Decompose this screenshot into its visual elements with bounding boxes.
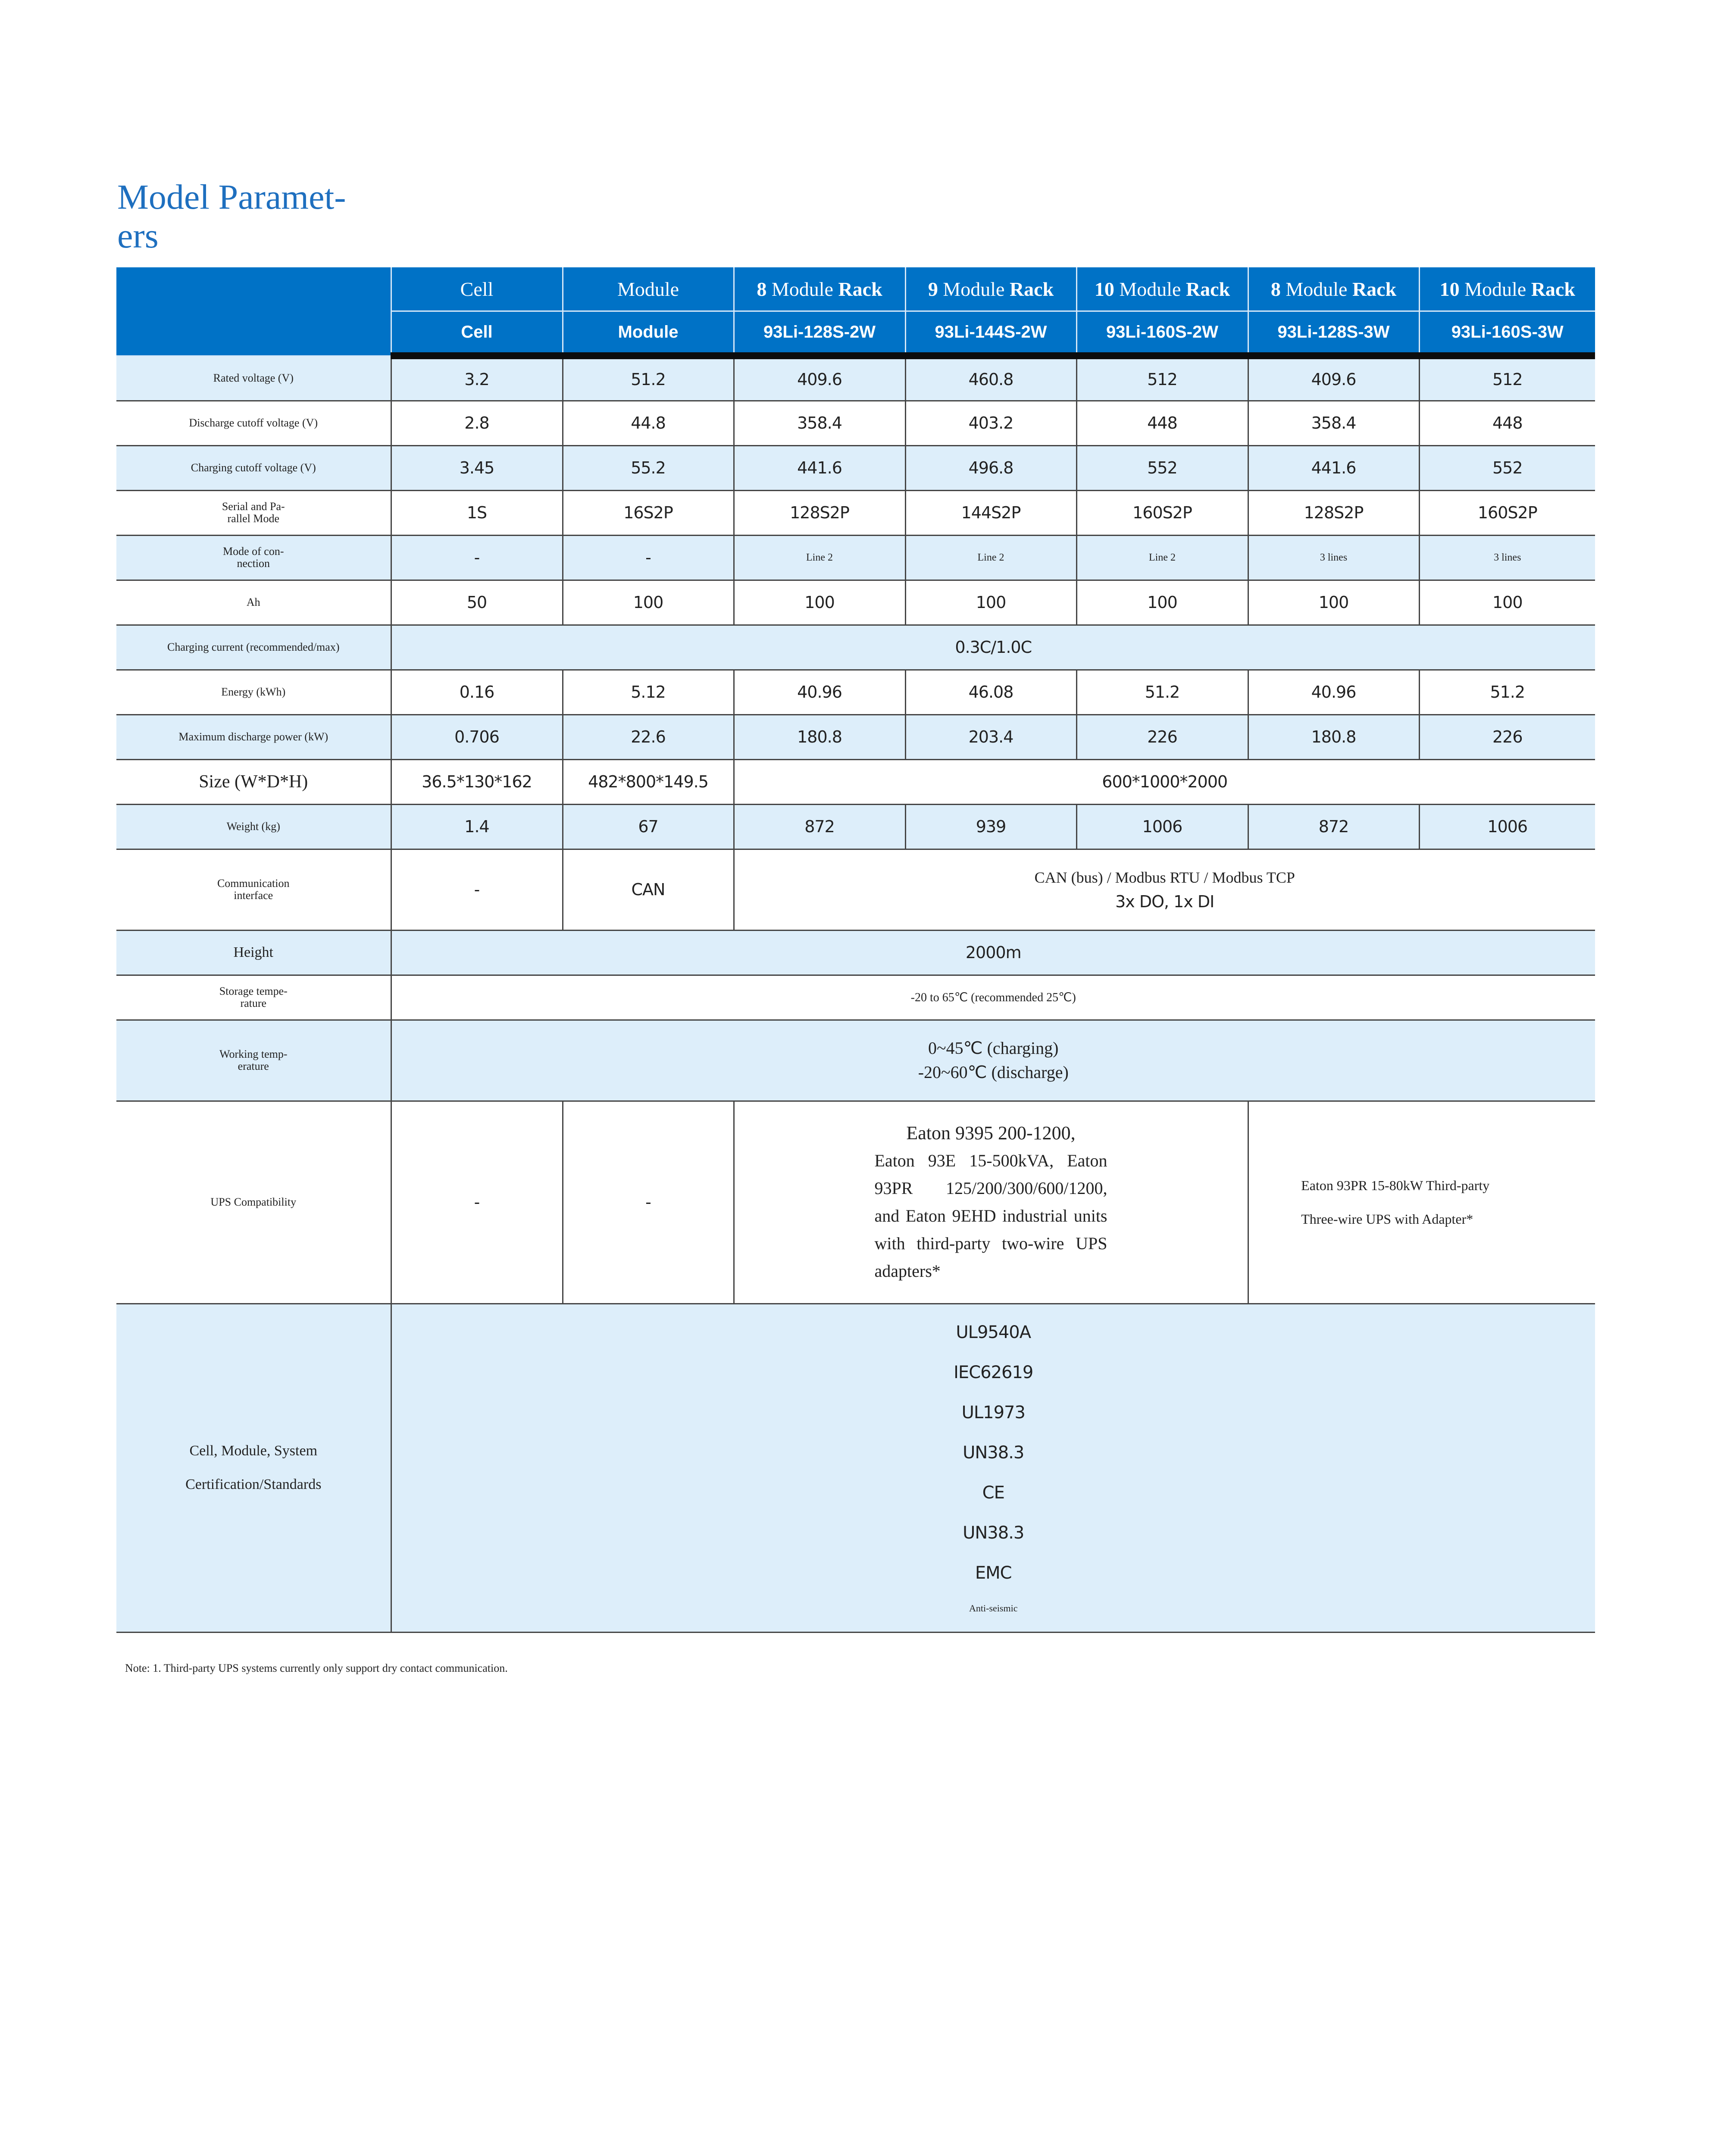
row-label-line: nection <box>237 557 270 570</box>
table-cell: 160S2P <box>1076 490 1248 535</box>
certification-list <box>391 1304 1595 1632</box>
row-label <box>116 975 391 1020</box>
table-cell: 0.16 <box>391 670 563 714</box>
table-cell: CAN <box>563 849 734 930</box>
header-module: Module <box>563 267 734 311</box>
table-cell: 50 <box>391 580 563 625</box>
working-temp-charging: 0~45℃ (charging) <box>928 1038 1059 1058</box>
ups-two-wire-first-line: Eaton 9395 200-1200, <box>906 1122 1076 1144</box>
row-working-temperature <box>116 1020 1595 1101</box>
certification-item: Anti-seismic <box>969 1602 1018 1614</box>
row-label: UPS Compatibility <box>116 1101 391 1304</box>
table-cell: 1.4 <box>391 804 563 849</box>
ups-three-wire-cell <box>1248 1101 1595 1304</box>
row-label <box>116 1020 391 1101</box>
model-parameters-table <box>116 267 1595 1633</box>
header-model: Cell <box>391 311 563 356</box>
table-cell: 403.2 <box>905 401 1076 445</box>
table-cell: 226 <box>1076 714 1248 759</box>
row-label-line: Cell, Module, System <box>189 1443 318 1459</box>
table-cell: 2000m <box>391 930 1595 975</box>
table-cell: 226 <box>1419 714 1595 759</box>
ups-three-wire-line: Eaton 93PR 15-80kW Third-party <box>1301 1178 1490 1193</box>
table-cell: 160S2P <box>1419 490 1595 535</box>
row-label-line: Mode of con- <box>222 545 284 558</box>
table-cell: 441.6 <box>1248 445 1419 490</box>
table-cell: 36.5*130*162 <box>391 759 563 804</box>
header-model: Module <box>563 311 734 356</box>
table-cell: 180.8 <box>1248 714 1419 759</box>
certification-item: EMC <box>975 1563 1012 1583</box>
certification-item: UL9540A <box>956 1322 1031 1342</box>
header-corner <box>116 267 391 356</box>
table-cell: 5.12 <box>563 670 734 714</box>
row-label: Charging cutoff voltage (V) <box>116 445 391 490</box>
table-cell: 100 <box>1419 580 1595 625</box>
table-cell: 16S2P <box>563 490 734 535</box>
footnote: Note: 1. Third-party UPS systems currently only support dry contact communication. <box>125 1662 508 1674</box>
certification-item: IEC62619 <box>954 1362 1033 1382</box>
row-charging-cutoff-voltage <box>116 445 1595 490</box>
header-model: 93Li-128S-3W <box>1248 311 1419 356</box>
row-discharge-cutoff-voltage <box>116 401 1595 445</box>
header-row-category <box>116 267 1595 311</box>
row-label: Discharge cutoff voltage (V) <box>116 401 391 445</box>
table-cell: Line 2 <box>734 535 905 580</box>
table-cell: 358.4 <box>1248 401 1419 445</box>
table-cell: 144S2P <box>905 490 1076 535</box>
table-cell: 482*800*149.5 <box>563 759 734 804</box>
table-cell: 44.8 <box>563 401 734 445</box>
ups-two-wire-rest: Eaton 93E 15-500kVA, Eaton 93PR 125/200/300/600/1200, and Eaton 9EHD industrial units with third-party two-wire UPS adapters* <box>874 1151 1107 1281</box>
row-charging-current <box>116 625 1595 670</box>
table-cell: Line 2 <box>905 535 1076 580</box>
header-10-module-rack-2w: 10 Module Rack <box>1076 267 1248 311</box>
row-label-line: rallel Mode <box>227 512 280 525</box>
row-label: Charging current (recommended/max) <box>116 625 391 670</box>
table-cell: 100 <box>1248 580 1419 625</box>
table-cell: 51.2 <box>1076 670 1248 714</box>
row-ah <box>116 580 1595 625</box>
table-cell: 100 <box>905 580 1076 625</box>
ups-two-wire-text <box>875 1119 1107 1285</box>
communication-io: 3x DO, 1x DI <box>1115 892 1214 911</box>
table-cell: 1S <box>391 490 563 535</box>
row-storage-temperature <box>116 975 1595 1020</box>
table-cell: 40.96 <box>734 670 905 714</box>
table-cell: 180.8 <box>734 714 905 759</box>
table-cell: - <box>391 1101 563 1304</box>
row-label: Height <box>116 930 391 975</box>
header-model: 93Li-128S-2W <box>734 311 905 356</box>
ups-two-wire-cell <box>734 1101 1248 1304</box>
table-cell: 3 lines <box>1419 535 1595 580</box>
table-cell: 460.8 <box>905 356 1076 401</box>
row-energy <box>116 670 1595 714</box>
table-cell: - <box>563 1101 734 1304</box>
table-cell: 552 <box>1419 445 1595 490</box>
ups-three-wire-text <box>1301 1169 1542 1236</box>
row-connection-mode <box>116 535 1595 580</box>
table-cell: 872 <box>734 804 905 849</box>
row-label: Maximum discharge power (kW) <box>116 714 391 759</box>
table-cell: 409.6 <box>734 356 905 401</box>
row-label-line: Communication <box>217 877 290 890</box>
row-max-discharge-power <box>116 714 1595 759</box>
table-cell: - <box>391 535 563 580</box>
row-label <box>116 490 391 535</box>
header-model: 93Li-160S-2W <box>1076 311 1248 356</box>
table-cell: 441.6 <box>734 445 905 490</box>
table-cell: 512 <box>1419 356 1595 401</box>
row-rated-voltage <box>116 356 1595 401</box>
table-cell: 358.4 <box>734 401 905 445</box>
table-cell: 0.3C/1.0C <box>391 625 1595 670</box>
table-cell: 3.2 <box>391 356 563 401</box>
table-cell: 100 <box>563 580 734 625</box>
row-weight <box>116 804 1595 849</box>
table-cell: 51.2 <box>563 356 734 401</box>
table-cell: 600*1000*2000 <box>734 759 1595 804</box>
row-label-line: interface <box>234 889 273 902</box>
working-temp-discharge: -20~60℃ (discharge) <box>918 1062 1069 1082</box>
header-model: 93Li-160S-3W <box>1419 311 1595 356</box>
certification-item: UN38.3 <box>963 1523 1024 1543</box>
row-label <box>116 849 391 930</box>
row-label-line: Storage tempe- <box>219 985 288 997</box>
row-label-line: Certification/Standards <box>185 1476 322 1492</box>
row-certification <box>116 1304 1595 1632</box>
certification-item: CE <box>982 1482 1004 1503</box>
table-cell: 100 <box>1076 580 1248 625</box>
table-cell: 1006 <box>1076 804 1248 849</box>
table-cell: 55.2 <box>563 445 734 490</box>
table-cell <box>391 1020 1595 1101</box>
table-cell: 1006 <box>1419 804 1595 849</box>
table-cell: 46.08 <box>905 670 1076 714</box>
table-cell: 448 <box>1076 401 1248 445</box>
ups-three-wire-line: Three-wire UPS with Adapter* <box>1301 1211 1473 1227</box>
row-label: Ah <box>116 580 391 625</box>
row-label-line: Serial and Pa- <box>222 500 285 513</box>
table-cell: 3 lines <box>1248 535 1419 580</box>
table-cell: - <box>391 849 563 930</box>
table-cell: 409.6 <box>1248 356 1419 401</box>
header-9-module-rack-2w: 9 Module Rack <box>905 267 1076 311</box>
table-cell: 100 <box>734 580 905 625</box>
table-cell: 2.8 <box>391 401 563 445</box>
table-cell: 128S2P <box>734 490 905 535</box>
table-cell: 552 <box>1076 445 1248 490</box>
certification-item: UN38.3 <box>963 1442 1024 1463</box>
header-model: 93Li-144S-2W <box>905 311 1076 356</box>
row-ups-compatibility <box>116 1101 1595 1304</box>
table-cell: 40.96 <box>1248 670 1419 714</box>
certification-item: UL1973 <box>961 1402 1025 1423</box>
table-cell: 872 <box>1248 804 1419 849</box>
table-cell: 51.2 <box>1419 670 1595 714</box>
table-cell: 22.6 <box>563 714 734 759</box>
row-label-line: rature <box>240 997 267 1009</box>
table-cell <box>734 849 1595 930</box>
row-size <box>116 759 1595 804</box>
header-cell: Cell <box>391 267 563 311</box>
row-label <box>116 1304 391 1632</box>
header-8-module-rack-2w: 8 Module Rack <box>734 267 905 311</box>
communication-protocols: CAN (bus) / Modbus RTU / Modbus TCP <box>1034 869 1295 886</box>
row-height <box>116 930 1595 975</box>
table-cell: 939 <box>905 804 1076 849</box>
table-cell: 512 <box>1076 356 1248 401</box>
table-cell: 67 <box>563 804 734 849</box>
page-title: Model Paramet- ers <box>117 177 346 255</box>
row-label: Rated voltage (V) <box>116 356 391 401</box>
table-cell: 203.4 <box>905 714 1076 759</box>
row-label-line: Working temp- <box>219 1048 288 1060</box>
table-cell: 496.8 <box>905 445 1076 490</box>
row-communication-interface <box>116 849 1595 930</box>
table-cell: Line 2 <box>1076 535 1248 580</box>
row-label-line: erature <box>238 1060 269 1072</box>
header-8-module-rack-3w: 8 Module Rack <box>1248 267 1419 311</box>
row-label: Weight (kg) <box>116 804 391 849</box>
table-cell: 0.706 <box>391 714 563 759</box>
table-cell: - <box>563 535 734 580</box>
table-cell: -20 to 65℃ (recommended 25℃) <box>391 975 1595 1020</box>
table-cell: 3.45 <box>391 445 563 490</box>
row-label: Size (W*D*H) <box>116 759 391 804</box>
table-cell: 448 <box>1419 401 1595 445</box>
row-serial-parallel-mode <box>116 490 1595 535</box>
row-label: Energy (kWh) <box>116 670 391 714</box>
row-label <box>116 535 391 580</box>
table-cell: 128S2P <box>1248 490 1419 535</box>
header-10-module-rack-3w: 10 Module Rack <box>1419 267 1595 311</box>
